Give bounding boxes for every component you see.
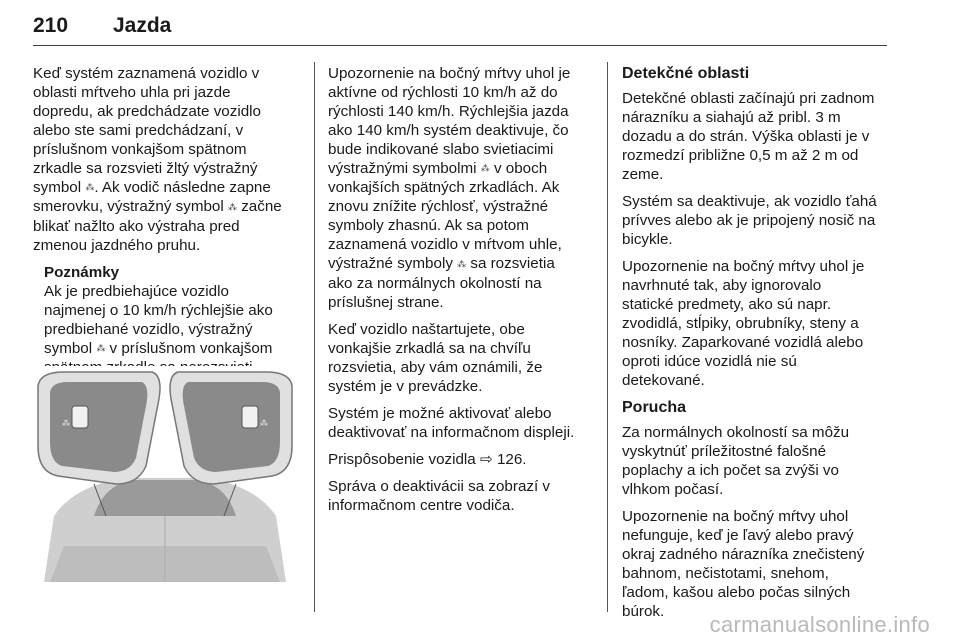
paragraph-deactivation-message: Správa o deaktivácii sa zobrazí v informačnom centre vodiča. — [328, 477, 551, 514]
paragraph-speed-range: Upozornenie na bočný mŕtvy uhol je aktívne od rýchlosti 10 km/h až do rýchlosti 140 km/h. Rýchlejšia jazda ako 140 km/h systém deaktivuje, čo bude indikované slabo svietiacimi výstražnými symbolmi ⁂ v oboch vonkajších spätných zrkadlách. Ak znovu znížite rýchlosť, výstražné symboly zhasnú. Ak sa potom zaznamená vozidlo v mŕtvom uhle, výstražné symboly ⁂ sa rozsvietia ako za normálnych okolností na príslušnej strane. — [328, 65, 571, 311]
paragraph-trailer: Systém sa deaktivuje, ak vozidlo ťahá prívves alebo ak je pripojený nosič na bicykle. — [622, 193, 877, 248]
mirror-illustration — [34, 366, 296, 582]
paragraph-false-alarms: Za normálnych okolností sa môžu vyskytnúť príležitostné falošné poplachy a ich počet sa zvýši vo vlhkom počasí. — [622, 424, 850, 498]
heading-malfunction: Porucha — [622, 399, 687, 416]
paragraph-activation: Systém je možné aktivovať alebo deaktivovať na informačnom displeji. — [328, 404, 575, 441]
page-reference-arrow-icon: ⇨ — [479, 450, 493, 468]
paragraph-startup: Keď vozidlo naštartujete, obe vonkajšie zrkadlá sa na chvíľu rozsvietia, aby vám oznámili, že systém je v prevádzke. — [328, 320, 543, 395]
column-divider-2 — [607, 62, 608, 612]
paragraph-static-objects: Upozornenie na bočný mŕtvy uhol je navrhnuté tak, aby ignorovalo statické predmety, ako sú napr. zvodidlá, stĺpiky, obrubníky, steny a nosníky. Zaparkované vozidlá alebo oproti idúce vozidlá nie sú detekované. — [622, 258, 865, 389]
column-2 — [328, 64, 600, 523]
note-text: Ak je predbiehajúce vozidlo najmenej o 10 km/h rýchlejšie ako predbiehané vozidlo, výstražný symbol ⁂ v príslušnom vonkajšom — [44, 282, 273, 357]
paragraph-bumper-dirty: Upozornenie na bočný mŕtvy uhol nefunguje, keď je ľavý alebo pravý okraj zadného nárazníka znečistený bahnom, nečistotami, snehom, ľadom, kašou alebo počas silných búrok. — [622, 508, 865, 620]
svg-text:⁂: ⁂ — [260, 419, 268, 428]
svg-text:⁂: ⁂ — [62, 419, 70, 428]
note-title: Poznámky — [44, 263, 120, 281]
column-divider-1 — [314, 62, 315, 612]
paragraph-zones: Detekčné oblasti začínajú pri zadnom nárazníku a siahajú až pribl. 3 m dozadu a do strán. Výška oblasti je v rozmedzí približne 0,5 m až 2 m od zeme. — [622, 90, 875, 183]
page-reference[interactable]: 126 — [496, 450, 523, 468]
note-box — [44, 263, 305, 377]
header-rule — [33, 45, 887, 46]
chapter-title: Jazda — [113, 14, 172, 37]
column-1 — [33, 64, 305, 385]
paragraph-vehicle-settings-link[interactable]: Prispôsobenie vozidla ⇨ 126. — [328, 450, 527, 468]
blind-spot-warning-icon: ⁂ — [457, 258, 467, 269]
page-number: 210 — [33, 14, 69, 37]
watermark: carmanualsonline.info — [709, 612, 930, 637]
column-3 — [622, 64, 890, 629]
blind-spot-warning-icon: ⁂ — [227, 201, 237, 212]
paragraph-detection: Keď systém zaznamená vozidlo v oblasti mŕtveho uhla pri jazde dopredu, ak predchádzate vozidlo alebo ste sami predchádzaní, v príslušnom vonkajšom spätnom zrkadle sa rozsvieti žltý výstražný symbol ⁂. Ak vodič následne zapne smerovku, výstražný symbol ⁂ začne blikať nažlto ako výstraha pred zmenou jazdného pruhu. — [33, 65, 282, 254]
blind-spot-warning-icon: ⁂ — [96, 343, 106, 354]
heading-detection-zones: Detekčné oblasti — [622, 65, 750, 82]
blind-spot-warning-icon: ⁂ — [480, 163, 490, 174]
blind-spot-warning-icon: ⁂ — [85, 182, 95, 193]
